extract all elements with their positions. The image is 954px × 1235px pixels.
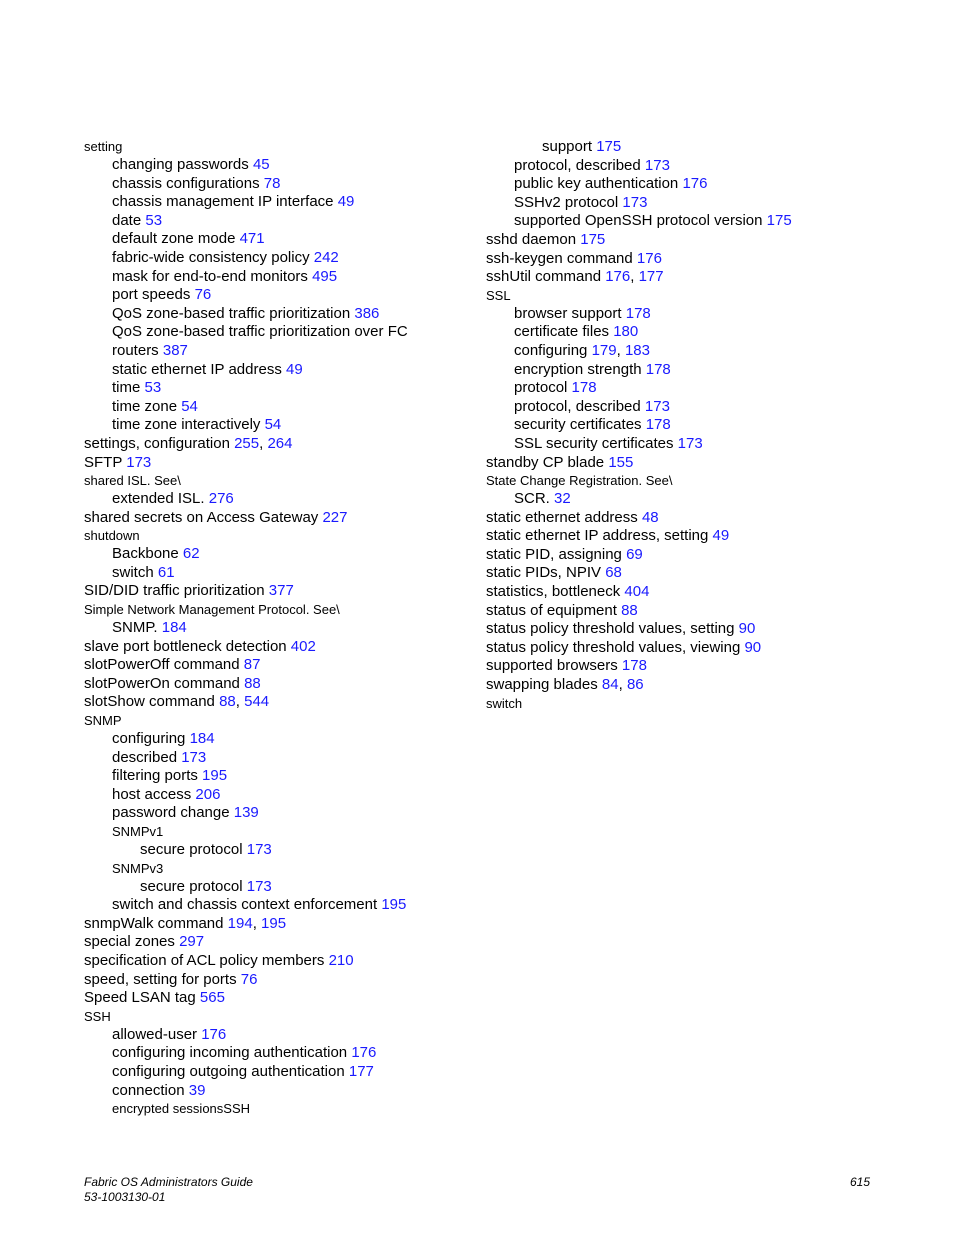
page-link[interactable]: 276 — [208, 490, 234, 508]
index-entry-term: certificate files — [514, 323, 610, 341]
index-entry — [84, 490, 484, 509]
page-link[interactable]: 61 — [157, 563, 175, 581]
index-entry-term: status policy threshold values, viewing — [486, 638, 741, 656]
page-link[interactable]: 178 — [625, 304, 651, 322]
page-link[interactable]: 68 — [605, 564, 622, 582]
index-entry — [84, 989, 484, 1008]
page-link[interactable]: 175 — [580, 230, 606, 248]
page-link[interactable]: 173 — [126, 453, 152, 471]
index-entry — [84, 638, 484, 657]
index-entry — [84, 749, 484, 768]
index-entry — [84, 138, 484, 156]
index-entry-term: SNMP — [84, 713, 122, 729]
index-entry-term: specification of ACL policy members — [84, 951, 325, 969]
page-link[interactable]: 176 — [605, 268, 631, 286]
index-column-right — [486, 138, 886, 713]
index-entry — [84, 1100, 484, 1118]
index-entry — [486, 509, 886, 528]
index-entry-term: shutdown — [84, 528, 140, 544]
page-link[interactable]: 227 — [322, 508, 348, 526]
page-link[interactable]: 377 — [268, 582, 294, 600]
index-entry-term: shared ISL. See\ — [84, 473, 181, 489]
index-entry — [84, 841, 484, 860]
page-link[interactable]: 49 — [286, 360, 303, 378]
index-entry — [84, 675, 484, 694]
index-entry — [486, 695, 886, 713]
index-entry — [84, 582, 484, 601]
index-entry-term: configuring — [112, 730, 186, 748]
page-link[interactable]: 88 — [244, 674, 261, 692]
index-entry — [486, 287, 886, 305]
page-link[interactable]: 184 — [189, 730, 215, 748]
index-entry-term: Simple Network Management Protocol. See\ — [84, 602, 340, 618]
footer-doc-number: 53-1003130-01 — [84, 1190, 166, 1204]
page-link[interactable]: 176 — [636, 249, 662, 267]
index-entry — [84, 527, 484, 545]
index-entry-term: default zone mode — [112, 230, 236, 248]
index-entry — [486, 231, 886, 250]
index-entry-term: switch and chassis context enforcement — [112, 896, 378, 914]
index-entry-term: sshd daemon — [486, 230, 577, 248]
index-entry — [486, 435, 886, 454]
page-link[interactable]: 194 — [227, 914, 253, 932]
page-link[interactable]: 184 — [161, 619, 187, 637]
index-entry — [84, 619, 484, 638]
index-entry — [84, 212, 484, 231]
page-link[interactable]: 173 — [246, 877, 272, 895]
index-entry-term: secure protocol — [140, 841, 243, 858]
index-entry-term: SNMPv3 — [112, 860, 164, 876]
index-entry-term: QoS zone-based traffic prioritization — [112, 304, 351, 322]
index-entry — [84, 601, 484, 619]
index-entry: configuring 179, 183 — [514, 341, 650, 359]
page-link[interactable]: 402 — [290, 637, 316, 655]
page-link[interactable]: 495 — [312, 267, 338, 285]
index-entry — [84, 656, 484, 675]
index-entry-term: sshUtil command — [486, 268, 602, 286]
index-entry-term: swapping blades — [486, 676, 598, 694]
page-link[interactable]: 139 — [233, 804, 259, 822]
page-link[interactable]: 183 — [624, 341, 650, 359]
page-link[interactable]: 176 — [682, 175, 708, 193]
index-entry — [486, 546, 886, 565]
index-entry-term: configuring outgoing authentication — [112, 1062, 345, 1080]
index-entry — [486, 361, 886, 380]
index-entry-term: chassis configurations — [112, 174, 260, 192]
index-entry — [84, 860, 484, 878]
page-link[interactable]: 69 — [626, 545, 643, 563]
index-entry-term: routers — [112, 341, 159, 359]
index-entry-term: slave port bottleneck detection — [84, 637, 287, 655]
index-entry-term: settings, configuration — [84, 434, 230, 452]
index-entry-term: SCR. — [514, 490, 550, 508]
index-entry — [486, 490, 886, 509]
index-entry-term: setting — [84, 139, 123, 154]
index-entry-term: static PIDs, NPIV — [486, 564, 602, 582]
index-entry — [84, 509, 484, 528]
index-entry — [486, 250, 886, 269]
page-link[interactable]: 76 — [240, 970, 258, 988]
index-entry-term: browser support — [514, 304, 622, 322]
page-link[interactable]: 173 — [622, 193, 648, 211]
index-entry — [84, 379, 484, 398]
page-link[interactable]: 88 — [621, 601, 638, 619]
footer-doc-title: Fabric OS Administrators Guide — [84, 1175, 253, 1189]
page-link[interactable]: 86 — [626, 676, 644, 694]
index-entry — [84, 156, 484, 175]
index-entry-term: SFTP — [84, 453, 123, 471]
page-link[interactable]: 180 — [613, 323, 639, 341]
index-entry — [84, 323, 484, 342]
index-entry-term: encryption strength — [514, 360, 642, 378]
index-entry — [84, 398, 484, 417]
index-entry — [486, 639, 886, 658]
index-entry-term: port speeds — [112, 286, 191, 304]
index-entry-term: SSL security certificates — [514, 434, 674, 452]
index-entry-term: SID/DID traffic prioritization — [84, 582, 265, 600]
page-link[interactable]: 177 — [638, 268, 664, 286]
index-entry — [84, 896, 484, 915]
index-entry — [486, 157, 886, 176]
index-entry-term: configuring incoming authentication — [112, 1044, 348, 1062]
page-link[interactable]: 178 — [645, 416, 671, 434]
index-entry-term: slotPowerOn command — [84, 674, 240, 692]
index-entry — [84, 564, 484, 583]
page-link[interactable]: 404 — [624, 583, 650, 601]
page-link[interactable]: 195 — [381, 896, 407, 914]
page-link[interactable]: 565 — [199, 989, 225, 1007]
index-entry — [84, 416, 484, 435]
page-link[interactable]: 175 — [766, 212, 792, 230]
page-link[interactable]: 173 — [677, 434, 703, 452]
page-link[interactable]: 88 — [219, 693, 236, 711]
index-entry — [84, 342, 484, 361]
index-entry: settings, configuration 255, 264 — [84, 434, 293, 452]
index-entry: sshUtil command 176, 177 — [486, 268, 664, 286]
index-entry: snmpWalk command 194, 195 — [84, 914, 287, 932]
page-link[interactable]: 49 — [337, 193, 355, 211]
page-link[interactable]: 90 — [744, 638, 762, 656]
page-link[interactable]: 87 — [243, 656, 261, 674]
page-link[interactable]: 387 — [162, 341, 188, 359]
index-entry-term: extended ISL. — [112, 490, 205, 508]
index-entry-term: host access — [112, 785, 192, 803]
index-entry-term: SNMPv1 — [112, 824, 164, 839]
index-entry-term: changing passwords — [112, 156, 249, 173]
page-link[interactable]: 173 — [644, 397, 670, 415]
index-entry-term: speed, setting for ports — [84, 970, 237, 988]
index-entry-term: SSH — [84, 1008, 111, 1024]
page-link[interactable]: 386 — [354, 304, 380, 322]
index-entry-term: support — [542, 138, 593, 155]
index-entry-term: Speed LSAN tag — [84, 989, 196, 1007]
index-entry-term: time zone interactively — [112, 416, 261, 434]
index-entry-term: protocol, described — [514, 397, 641, 415]
index-entry — [84, 1044, 484, 1063]
index-entry-term: secure protocol — [140, 877, 243, 895]
index-entry-term: protocol — [514, 379, 568, 397]
index-entry — [84, 249, 484, 268]
page-link[interactable]: 173 — [644, 156, 670, 174]
index-entry-term: filtering ports — [112, 767, 198, 785]
index-entry — [84, 712, 484, 730]
index-entry-term: slotShow command — [84, 693, 215, 711]
index-entry-term: connection — [112, 1081, 185, 1099]
index-entry-term: statistics, bottleneck — [486, 583, 621, 601]
index-entry — [84, 1008, 484, 1026]
index-entry-term: special zones — [84, 933, 175, 951]
page-link[interactable]: 255 — [234, 434, 260, 452]
index-entry — [84, 952, 484, 971]
index-entry — [486, 379, 886, 398]
index-entry-term: date — [112, 211, 142, 229]
footer-page-number: 615 — [849, 1175, 870, 1189]
index-entry — [84, 545, 484, 564]
page-link[interactable]: 173 — [181, 748, 207, 766]
index-entry — [486, 583, 886, 602]
page-link[interactable]: 39 — [188, 1081, 206, 1099]
index-entry-term: shared secrets on Access Gateway — [84, 508, 319, 526]
index-entry-term: slotPowerOff command — [84, 656, 240, 674]
page-link[interactable]: 210 — [328, 951, 354, 969]
index-entry-term: SNMP. — [112, 619, 158, 637]
page-link[interactable]: 53 — [145, 211, 163, 229]
page-link[interactable]: 90 — [738, 620, 756, 638]
index-entry — [84, 767, 484, 786]
index-entry — [486, 454, 886, 473]
page-link[interactable]: 78 — [263, 174, 281, 192]
index-entry — [486, 138, 886, 157]
page-link[interactable]: 471 — [239, 230, 265, 248]
index-entry-term: static ethernet IP address — [112, 360, 282, 378]
index-entry-term: standby CP blade — [486, 453, 605, 471]
page-link[interactable]: 45 — [252, 156, 270, 173]
index-entry-term: State Change Registration. See\ — [486, 473, 673, 489]
index-entry — [486, 212, 886, 231]
index-entry-term: switch — [112, 563, 154, 581]
index-entry-term: supported browsers — [486, 657, 618, 675]
index-entry — [84, 305, 484, 324]
page-link[interactable]: 177 — [348, 1062, 374, 1080]
page-link[interactable]: 48 — [641, 508, 659, 526]
page-link[interactable]: 155 — [608, 453, 634, 471]
index-entry — [486, 194, 886, 213]
page-link[interactable]: 176 — [351, 1044, 377, 1062]
index-entry: swapping blades 84, 86 — [486, 676, 644, 694]
index-entry-term: chassis management IP interface — [112, 193, 334, 211]
index-entry-term: password change — [112, 804, 230, 822]
index-entry — [84, 472, 484, 490]
index-entry — [84, 1082, 484, 1101]
page-link[interactable]: 32 — [554, 490, 571, 508]
index-entry — [486, 620, 886, 639]
index-entry-term: mask for end-to-end monitors — [112, 267, 308, 285]
index-entry-term: static ethernet address — [486, 508, 638, 526]
index-entry-term: SSL — [486, 287, 511, 303]
index-entry-term: static PID, assigning — [486, 545, 622, 563]
index-entry-term: protocol, described — [514, 156, 641, 174]
index-entry-term: ssh-keygen command — [486, 249, 633, 267]
index-entry-term: Backbone — [112, 545, 179, 563]
index-entry-term: status of equipment — [486, 601, 617, 619]
index-entry — [84, 1063, 484, 1082]
index-entry-term: static ethernet IP address, setting — [486, 527, 709, 545]
index-entry — [84, 193, 484, 212]
index-entry — [486, 602, 886, 621]
page-link[interactable]: 178 — [645, 360, 671, 378]
index-entry — [84, 730, 484, 749]
index-entry-term: switch — [486, 695, 523, 711]
index-entry — [84, 230, 484, 249]
index-entry — [84, 268, 484, 287]
index-entry-term: security certificates — [514, 416, 642, 434]
index-entry — [84, 804, 484, 823]
page-link[interactable]: 173 — [246, 841, 272, 858]
footer-right — [850, 1175, 870, 1190]
index-entry-term: supported OpenSSH protocol version — [514, 212, 763, 230]
page-link[interactable]: 84 — [601, 676, 619, 694]
index-entry-term: encrypted sessionsSSH — [112, 1101, 251, 1117]
index-entry — [486, 416, 886, 435]
page-link[interactable]: 53 — [144, 379, 162, 397]
index-entry-term: SSHv2 protocol — [514, 193, 619, 211]
index-entry: slotShow command 88, 544 — [84, 693, 270, 711]
index-entry — [486, 398, 886, 417]
page-link[interactable]: 195 — [261, 914, 287, 932]
index-entry — [84, 878, 484, 897]
index-entry — [84, 1026, 484, 1045]
index-entry-term: time — [112, 379, 141, 397]
index-entry — [84, 823, 484, 841]
index-entry — [84, 286, 484, 305]
page-link[interactable]: 54 — [264, 416, 282, 434]
index-entry — [84, 971, 484, 990]
page-link[interactable]: 264 — [267, 434, 293, 452]
page-link[interactable]: 179 — [591, 341, 617, 359]
index-entry — [486, 527, 886, 546]
page-link[interactable]: 175 — [596, 138, 622, 155]
index-entry-term: snmpWalk command — [84, 914, 224, 932]
page-link[interactable]: 206 — [195, 785, 221, 803]
index-entry — [84, 786, 484, 805]
page-link[interactable]: 76 — [194, 286, 212, 304]
index-entry-term: configuring — [514, 341, 588, 359]
index-entry-term: QoS zone-based traffic prioritization over FC — [112, 323, 408, 341]
page-link[interactable]: 544 — [244, 693, 270, 711]
page-link[interactable]: 176 — [201, 1025, 227, 1043]
index-entry — [84, 933, 484, 952]
index-entry-term: time zone — [112, 397, 178, 415]
footer-left — [84, 1175, 253, 1205]
page-link[interactable]: 49 — [712, 527, 730, 545]
page-link[interactable]: 195 — [202, 767, 228, 785]
index-entry-term: described — [112, 748, 178, 766]
index-entry — [84, 361, 484, 380]
index-entry — [84, 454, 484, 473]
index-column-left — [84, 138, 484, 1118]
index-entry — [486, 175, 886, 194]
index-entry-term: allowed-user — [112, 1025, 198, 1043]
index-entry — [486, 564, 886, 583]
page-link[interactable]: 242 — [313, 248, 339, 266]
index-entry — [486, 305, 886, 324]
index-entry — [486, 323, 886, 342]
index-entry — [84, 175, 484, 194]
index-entry-term: public key authentication — [514, 175, 679, 193]
page-link[interactable]: 62 — [182, 545, 200, 563]
index-entry-term: fabric-wide consistency policy — [112, 248, 310, 266]
page-link[interactable]: 54 — [181, 397, 198, 415]
index-entry — [486, 472, 886, 490]
page-link[interactable]: 178 — [571, 379, 597, 397]
index-entry-term: status policy threshold values, setting — [486, 620, 735, 638]
page-link[interactable]: 297 — [179, 933, 205, 951]
index-entry — [486, 657, 886, 676]
page-link[interactable]: 178 — [621, 657, 647, 675]
